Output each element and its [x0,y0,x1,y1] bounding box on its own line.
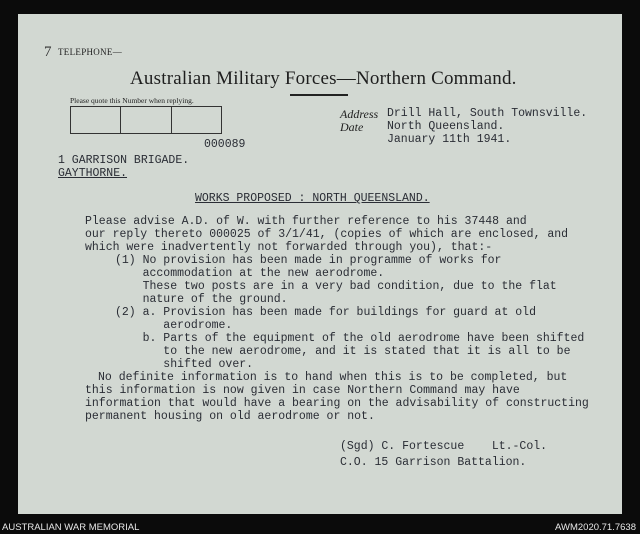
signature-line-1: (Sgd) C. Fortescue Lt.-Col. [340,440,548,453]
heading-rule [290,94,348,96]
body-line: accommodation at the new aerodrome. [115,267,385,280]
body-line: No definite information is to hand when this is to be completed, but [98,371,568,384]
body-line: to the new aerodrome, and it is stated that it is all to be [115,345,571,358]
telephone-label: TELEPHONE— [58,47,122,57]
body-line: information that would have a bearing on the advisability of constructing [85,397,589,410]
address-line-2: North Queensland. [387,120,505,133]
recipient-line-1: 1 GARRISON BRIGADE. [58,154,190,167]
body-line: b. Parts of the equipment of the old aerodrome have been shifted [115,332,585,345]
reference-box [71,107,121,133]
date-value: January 11th 1941. [387,133,512,146]
body-line: nature of the ground. [115,293,288,306]
body-line: These two posts are in a very bad condition, due to the flat [115,280,557,293]
body-line: shifted over. [115,358,254,371]
address-line-1: Drill Hall, South Townsville. [387,107,588,120]
subject-line: WORKS PROPOSED : NORTH QUEENSLAND. [195,192,430,205]
quote-instruction: Please quote this Number when replying. [70,96,194,105]
body-line: permanent housing on old aerodrome or not. [85,410,375,423]
body-line: (1) No provision has been made in programme of works for [115,254,502,267]
body-line: Please advise A.D. of W. with further reference to his 37448 and [85,215,527,228]
body-line: (2) a. Provision has been made for buildings for guard at old [115,306,536,319]
body-line: our reply thereto 000025 of 3/1/41, (copies of which are enclosed, and [85,228,569,241]
reference-box [172,107,221,133]
handwritten-mark: 7 [44,44,52,60]
body-line: which were inadvertently not forwarded through you), that:- [85,241,493,254]
reference-box [121,107,171,133]
reference-number: 000089 [204,138,246,151]
reference-number-boxes [70,106,222,134]
archive-id: AWM2020.71.7638 [555,522,636,533]
signature-line-2: C.O. 15 Garrison Battalion. [340,456,527,469]
date-label: Date [340,120,364,134]
address-label: Address [340,107,379,121]
letterhead-heading: Australian Military Forces—Northern Command. [130,68,517,89]
recipient-line-2: GAYTHORNE. [58,167,128,180]
body-line: aerodrome. [115,319,233,332]
body-line: this information is now given in case Northern Command may have [85,384,520,397]
document-page [18,14,622,514]
archive-credit: AUSTRALIAN WAR MEMORIAL [2,522,140,533]
